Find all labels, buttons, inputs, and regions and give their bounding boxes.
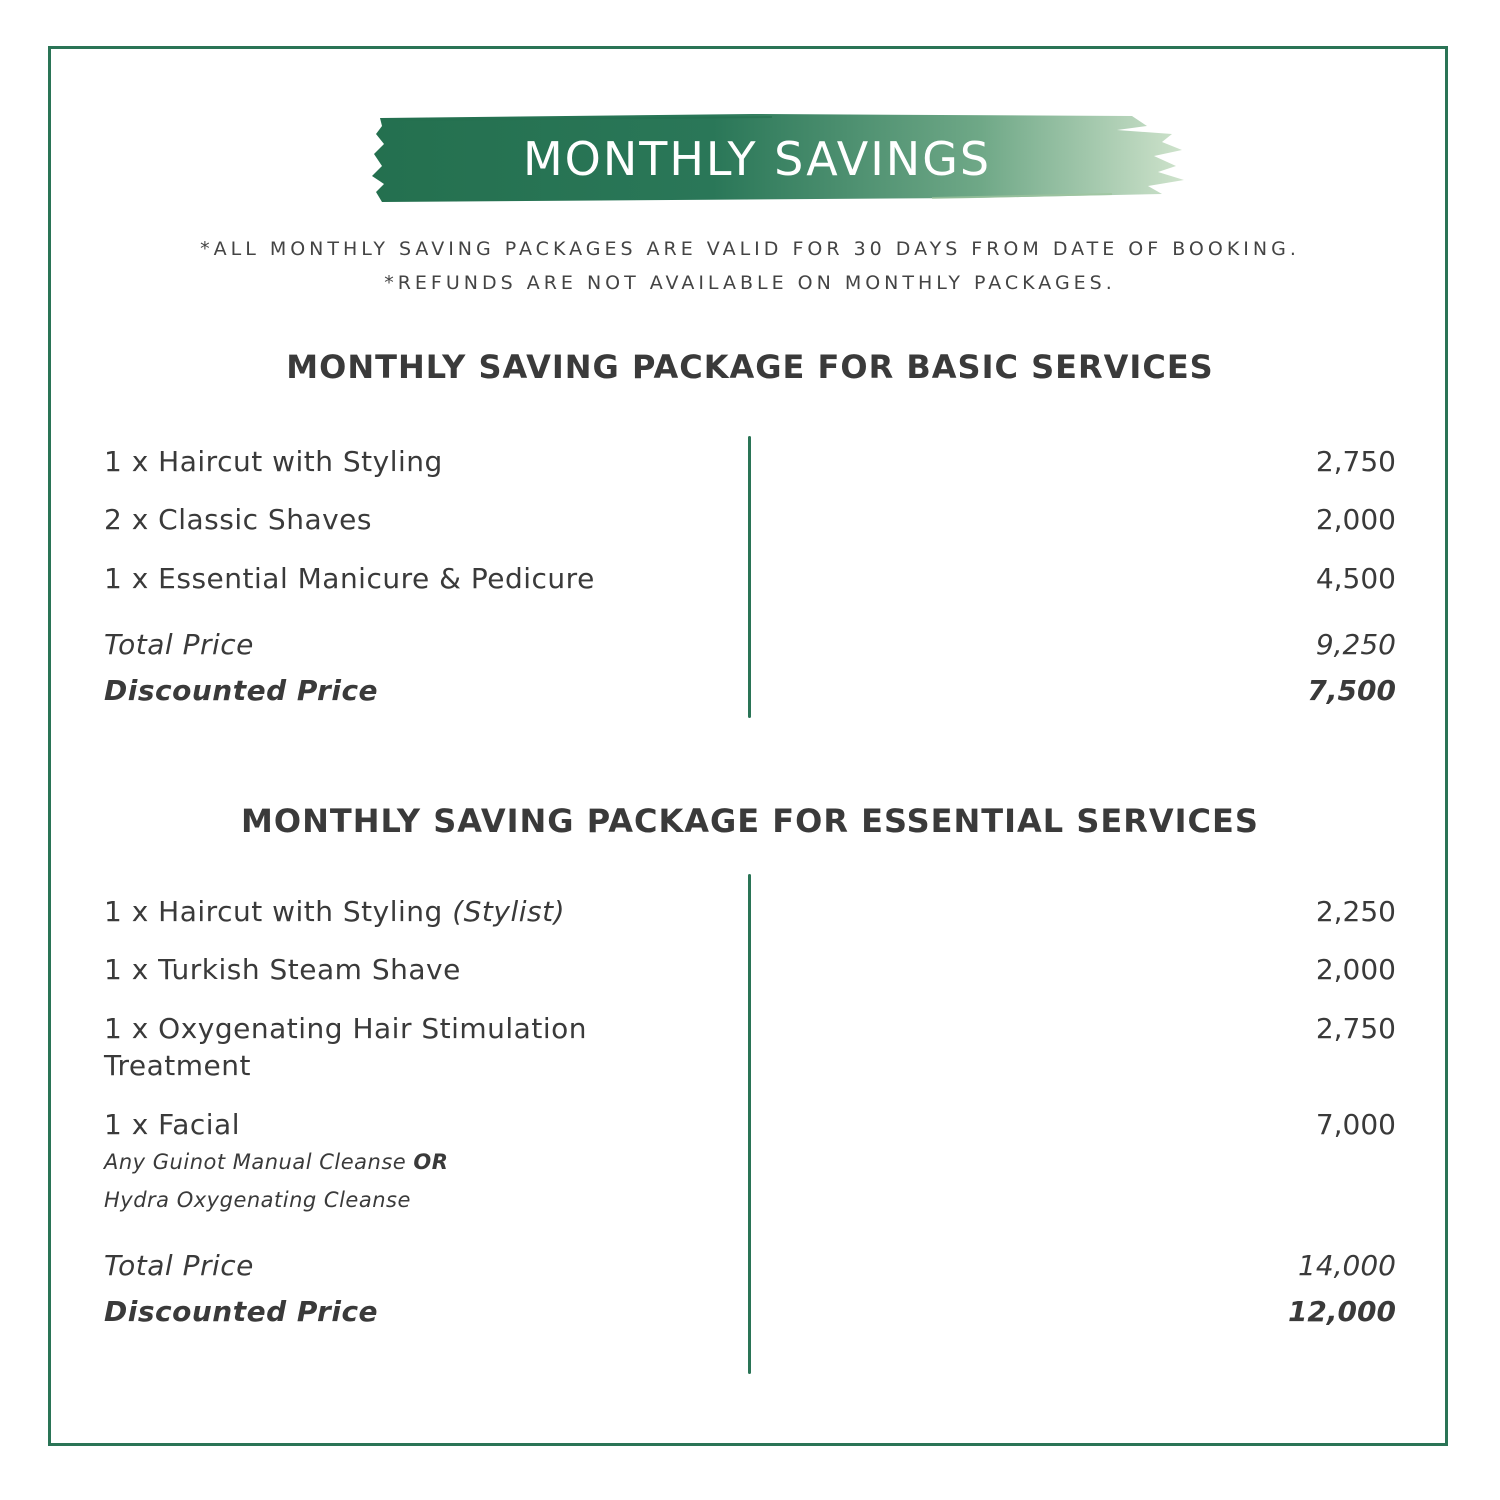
item-label bbox=[104, 893, 565, 930]
note-refunds: *REFUNDS ARE NOT AVAILABLE ON MONTHLY PACKAGES. bbox=[384, 272, 1116, 294]
item-label: 1 x Facial bbox=[104, 1108, 240, 1141]
header-banner bbox=[372, 114, 1188, 202]
total-price: 9,250 bbox=[1315, 628, 1396, 661]
basic-section-title: MONTHLY SAVING PACKAGE FOR BASIC SERVICES bbox=[286, 348, 1214, 386]
banner-title: MONTHLY SAVINGS bbox=[522, 132, 992, 186]
item-label bbox=[104, 1010, 587, 1084]
item-price: 2,250 bbox=[1315, 895, 1396, 928]
facial-option-1-text: Any Guinot Manual Cleanse bbox=[104, 1150, 414, 1174]
item-label: 1 x Haircut with Styling bbox=[104, 445, 443, 478]
terms-notes bbox=[100, 232, 1400, 300]
discount-price: 12,000 bbox=[1287, 1295, 1396, 1328]
basic-column-divider bbox=[748, 436, 751, 718]
item-label: 1 x Turkish Steam Shave bbox=[104, 953, 461, 986]
discount-price: 7,500 bbox=[1307, 674, 1396, 707]
item-label-line2: Treatment bbox=[104, 1049, 251, 1082]
total-label: Total Price bbox=[104, 1249, 254, 1282]
discount-label: Discounted Price bbox=[104, 1295, 379, 1328]
item-qualifier: (Stylist) bbox=[452, 895, 565, 928]
discount-label: Discounted Price bbox=[104, 674, 379, 707]
item-price: 2,000 bbox=[1315, 953, 1396, 986]
item-label: 2 x Classic Shaves bbox=[104, 503, 372, 536]
item-price: 7,000 bbox=[1315, 1108, 1396, 1141]
facial-option-2: Hydra Oxygenating Cleanse bbox=[104, 1188, 411, 1212]
total-price: 14,000 bbox=[1298, 1249, 1396, 1282]
item-label-text: 1 x Haircut with Styling bbox=[104, 895, 453, 928]
essential-column-divider bbox=[748, 874, 751, 1374]
item-price: 4,500 bbox=[1315, 562, 1396, 595]
total-label: Total Price bbox=[104, 628, 254, 661]
item-label-line1: 1 x Oxygenating Hair Stimulation bbox=[104, 1012, 587, 1045]
item-price: 2,750 bbox=[1315, 1012, 1396, 1045]
essential-section-title: MONTHLY SAVING PACKAGE FOR ESSENTIAL SERVICES bbox=[241, 802, 1259, 840]
item-price: 2,000 bbox=[1315, 503, 1396, 536]
note-validity: *ALL MONTHLY SAVING PACKAGES ARE VALID FOR 30 DAYS FROM DATE OF BOOKING. bbox=[200, 238, 1300, 260]
facial-option-1 bbox=[104, 1150, 448, 1174]
item-label: 1 x Essential Manicure & Pedicure bbox=[104, 562, 595, 595]
facial-or-connector: OR bbox=[413, 1150, 449, 1174]
item-price: 2,750 bbox=[1315, 445, 1396, 478]
